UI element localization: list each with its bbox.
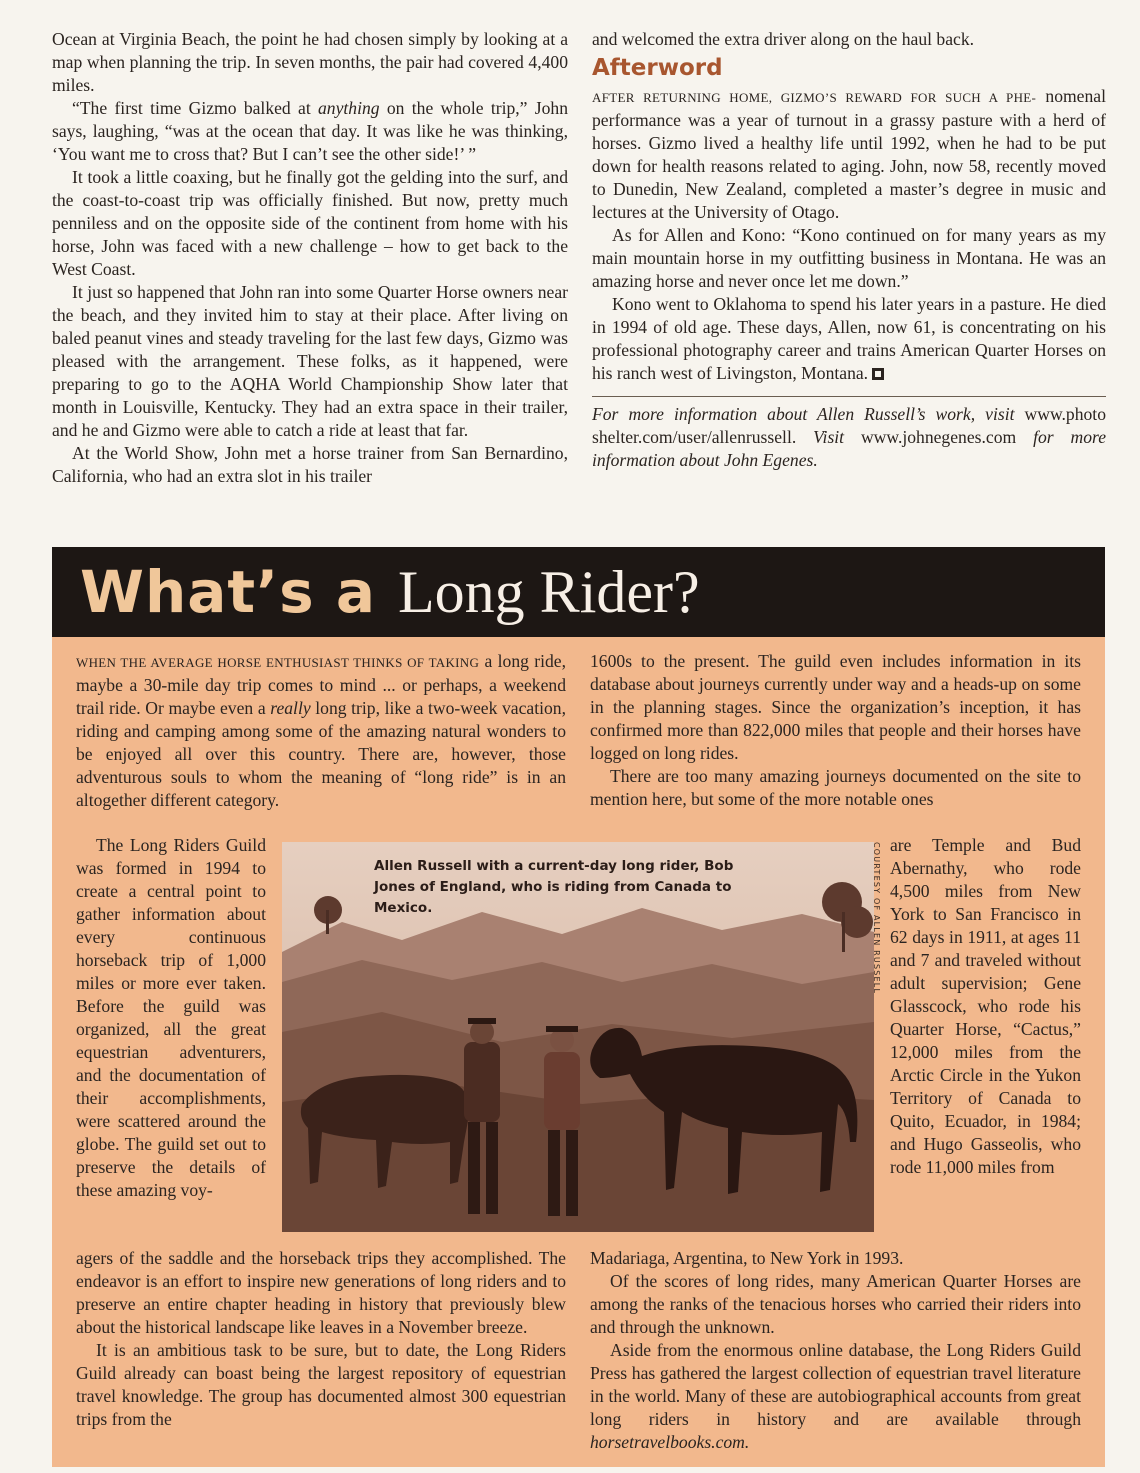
- end-mark-icon: [872, 368, 884, 380]
- sidebar-left-wrap: [76, 834, 266, 1202]
- sidebar-paragraph: There are too many amazing journeys documented on the site to mention here, but some of the more notable ones: [590, 766, 1081, 809]
- sidebar-left-intro: [76, 650, 566, 812]
- sidebar-right-bottom: [590, 1247, 1081, 1454]
- article-paragraph: It took a little coaxing, but he finally got the gelding into the surf, and the coast-to-coast trip was officially finished. But now, pretty much penniless and on the opposite side of the continent from home with his horse, John was faced with a new challenge – how to get back to the West Coast.: [52, 167, 568, 279]
- afterword-heading: Afterword: [592, 55, 723, 81]
- sidebar-paragraph: WHEN THE AVERAGE HORSE ENTHUSIAST THINKS OF TAKING a long ride, maybe a 30-mile day trip comes to mind ... or perhaps, a weekend trail ride. Or maybe even a really long trip, like a two-week vacation, riding and camping among some of the amazing natural wonders to be enjoyed all over this country. There are, however, those adventurous souls to whom the meaning of “long ride” is in an altogether different category.: [76, 651, 566, 810]
- sidebar-photo: [282, 842, 874, 1232]
- sidebar-paragraph: are Temple and Bud Abernathy, who rode 4,500 miles from New York to San Francisco in 62 days in 1911, at ages 11 and 7 and traveled without adult supervision; Gene Glasscock, who rode his Quarter Horse, “Cactus,” 12,000 miles from the Arctic Circle in the Yukon Territory of Canada to Quito, Ecuador, in 1984; and Hugo Gasseolis, who rode 11,000 miles from: [890, 835, 1081, 1177]
- sidebar-paragraph: 1600s to the present. The guild even includes information in its database about journeys currently under way and a heads-up on some in the planning stages. Since the organization’s inception, it has confirmed more than 822,000 miles that people and their horses have logged on long rides.: [590, 651, 1081, 763]
- sidebar-right-intro: [590, 650, 1081, 811]
- sidebar-paragraph: The Long Riders Guild was formed in 1994 to create a central point to gather information about every continuous horseback trip of 1,000 miles or more ever taken. Before the guild was organized, all the great equestrian adventurers, and the documentation of their accomplishments, were scattered around the globe. The guild set out to preserve the details of these amazing voy-: [76, 835, 266, 1200]
- sidebar-banner: [52, 547, 1105, 637]
- sidebar-left-bottom: [76, 1247, 566, 1431]
- banner-title-bold: What’s a: [80, 558, 377, 626]
- article-right-column: [592, 28, 1106, 472]
- photo-credit: COURTESY OF ALLEN RUSSELL: [872, 842, 881, 995]
- banner-title-serif: Long Rider?: [398, 558, 700, 625]
- photo-caption: Allen Russell with a current-day long rider, Bob Jones of England, who is riding from Canada to Mexico.: [374, 858, 734, 916]
- article-paragraph: Ocean at Virginia Beach, the point he had chosen simply by looking at a map when planning the trip. In seven months, the pair had covered 4,400 miles.: [52, 29, 568, 95]
- article-left-column: [52, 28, 568, 488]
- article-paragraph: and welcomed the extra driver along on the haul back.: [592, 29, 975, 49]
- sidebar-paragraph: Aside from the enormous online database, the Long Riders Guild Press has gathered the largest collection of equestrian travel literature in the world. Many of these are autobiographical accounts from great long riders in history and are available through horsetravelbooks.com.: [590, 1340, 1081, 1452]
- sidebar-right-wrap: [890, 834, 1081, 1179]
- article-paragraph-quote: “The first time Gizmo balked at anything on the whole trip,” John says, laughing, “was at the ocean that day. It was like he was thinking, ‘You want me to cross that? But I can’t see the other side!’ ”: [52, 98, 568, 164]
- sidebar-paragraph: agers of the saddle and the horseback trips they accomplished. The endeavor is an effort to inspire new generations of long riders and to preserve an entire chapter heading in history that previously blew about the historical landscape like leaves in a November breeze.: [76, 1248, 566, 1337]
- afterword-paragraph: As for Allen and Kono: “Kono continued on for many years as my main mountain horse in my outfitting business in Montana. He was an amazing horse and never once let me down.”: [592, 225, 1106, 291]
- sidebar-paragraph: Madariaga, Argentina, to New York in 1993.: [590, 1248, 904, 1268]
- sidebar-paragraph: Of the scores of long rides, many American Quarter Horses are among the ranks of the tenacious horses who carried their riders into and through the unknown.: [590, 1271, 1081, 1337]
- sidebar-paragraph: It is an ambitious task to be sure, but to date, the Long Riders Guild already can boast being the largest repository of equestrian travel knowledge. The group has documented almost 300 equestrian trips from the: [76, 1340, 566, 1429]
- article-paragraph: It just so happened that John ran into some Quarter Horse owners near the beach, and they invited him to stay at their place. After living on baled peanut vines and steady traveling for the last few days, Gizmo was pleased with the arrangement. These folks, as it happened, were preparing to go to the AQHA World Championship Show later that month in Louisville, Kentucky. They had an extra space in their trailer, and he and Gizmo were able to catch a ride at least that far.: [52, 282, 568, 440]
- article-paragraph: At the World Show, John met a horse trainer from San Bernardino, California, who had an extra slot in his trailer: [52, 443, 568, 486]
- afterword-paragraph-final: Kono went to Oklahoma to spend his later years in a pasture. He died in 1994 of old age. These days, Allen, now 61, is concentrating on his professional photography career and trains American Quarter Horses on his ranch west of Livingston, Montana.: [592, 294, 1106, 383]
- credits-note: For more information about Allen Russell’s work, visit www.photo shelter.com/user/allenrussell. Visit www.johnegenes.com for more information about John Egenes.: [592, 404, 1106, 470]
- afterword-paragraph: AFTER RETURNING HOME, GIZMO’S REWARD FOR SUCH A PHE- nomenal performance was a year of turnout in a grassy pasture with a herd of horses. Gizmo lived a healthy life until 1992, when he had to be put down for health reasons related to aging. John, now 58, recently moved to Dunedin, New Zealand, completed a master’s degree in music and lectures at the University of Otago.: [592, 86, 1106, 222]
- divider: [592, 396, 1106, 397]
